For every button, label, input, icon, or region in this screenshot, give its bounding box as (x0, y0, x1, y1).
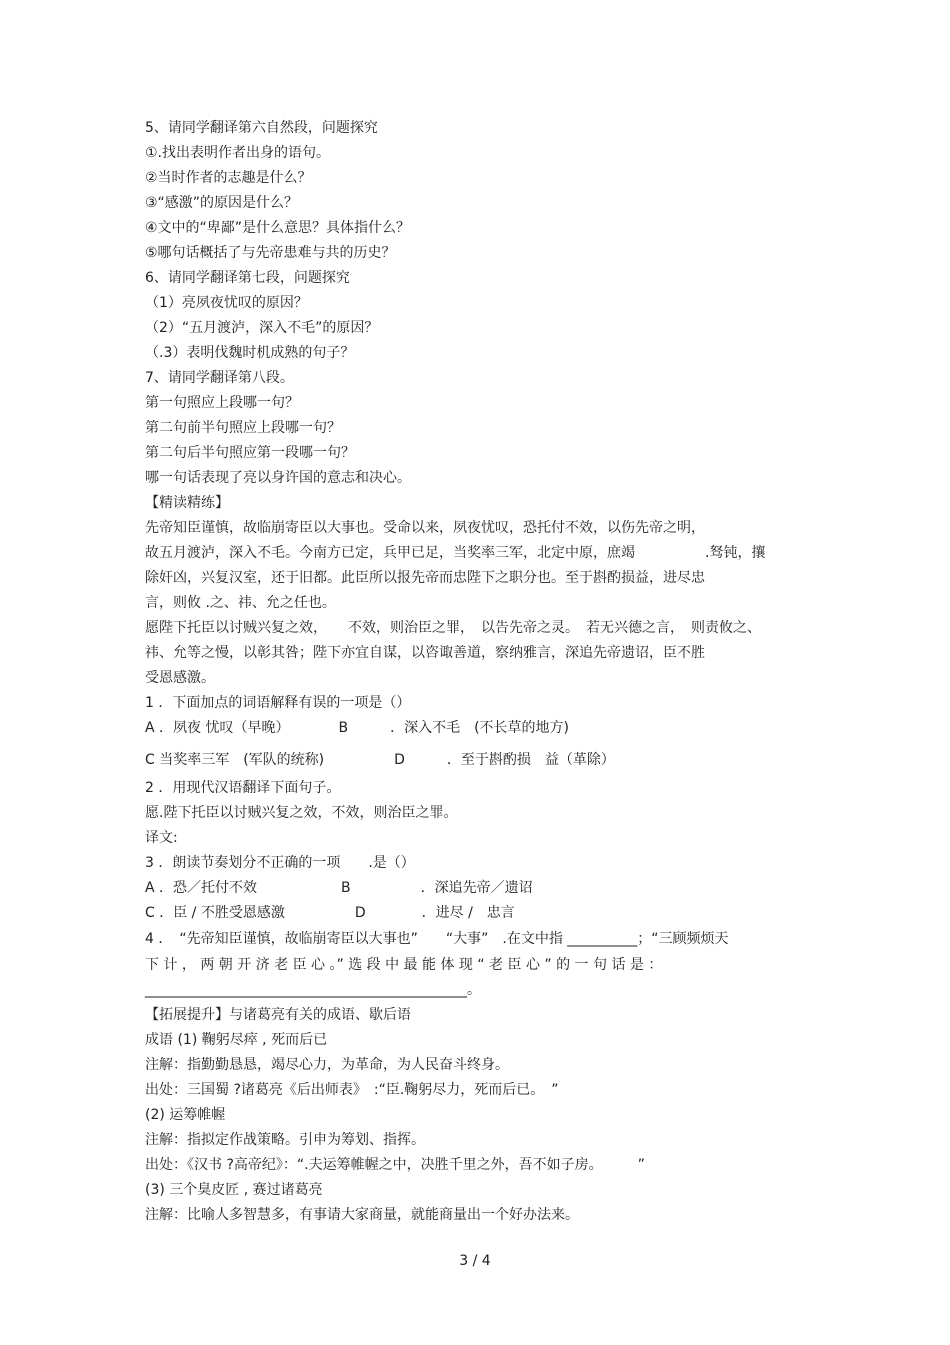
option-line: A ．夙夜 忧叹（早晚） B ．深入不毛 (不长草的地方) (145, 720, 570, 736)
passage-line: 先帝知臣谨慎，故临崩寄臣以大事也。受命以来，夙夜忧叹，恐托付不效，以伤先帝之明， (145, 520, 705, 536)
text-line: ②当时作者的志趣是什么？ (145, 170, 312, 186)
text-line: 第二句前半句照应上段哪一句？ (145, 420, 341, 436)
question-line: 2 ．用现代汉语翻译下面句子。 (145, 780, 341, 796)
text-line: ④文中的“卑鄙”是什么意思？具体指什么？ (145, 220, 411, 236)
answer-label: 译文: (145, 830, 178, 846)
text-line: 5、请同学翻译第六自然段，问题探究 (145, 120, 378, 136)
passage-line: 愿陛下托臣以讨贼兴复之效， 不效，则治臣之罪， 以告先帝之灵。 若无兴德之言， 则责攸之、 (145, 620, 761, 636)
question-line: 3 ．朗读节奏划分不正确的一项 .是（） (145, 855, 415, 871)
answer-blank: ______________________________________________。 (145, 982, 481, 998)
text-line: 6、请同学翻译第七段，问题探究 (145, 270, 350, 286)
text-line: 出处：《汉书 ?高帝纪》：“.夫运筹帷幄之中，决胜千里之外，吾不如子房。 ” (145, 1157, 645, 1173)
option-line: A ．恐／托付不效 B ．深追先帝／遗诏 (145, 880, 533, 896)
passage-line: 除奸凶，兴复汉室，还于旧都。此臣所以报先帝而忠陛下之职分也。至于斟酌损益，进尽忠 (145, 570, 705, 586)
text-line: 注解：指勤勤恳恳，竭尽心力，为革命，为人民奋斗终身。 (145, 1057, 509, 1073)
passage-line: 言，则攸 .之、祎、允之任也。 (145, 595, 336, 611)
text-line: ③“感激”的原因是什么？ (145, 195, 299, 211)
page-number: 3 / 4 (459, 1253, 491, 1269)
text-line: （.3）表明伐魏时机成熟的句子？ (145, 345, 355, 361)
text-line: 注解：比喻人多智慧多，有事请大家商量，就能商量出一个好办法来。 (145, 1207, 579, 1223)
text-line: 第一句照应上段哪一句？ (145, 395, 299, 411)
option-line: C ．臣 / 不胜受恩感激 D ．进尽 / 忠言 (145, 905, 515, 921)
text-line: 注解：指拟定作战策略。引申为筹划、指挥。 (145, 1132, 425, 1148)
text-line: (3) 三个臭皮匠 , 赛过诸葛亮 (145, 1182, 323, 1198)
passage-line: 受恩感激。 (145, 670, 215, 686)
text-line: （2）“五月渡泸，深入不毛”的原因？ (145, 320, 379, 336)
question-line: 1 ．下面加点的词语解释有误的一项是（） (145, 695, 411, 711)
text-line: 哪一句话表现了亮以身许国的意志和决心。 (145, 470, 411, 486)
passage-line: 故五月渡泸，深入不毛。今南方已定，兵甲已足，当奖率三军，北定中原，庶竭 .驽钝，攘 (145, 545, 766, 561)
text-line: ①.找出表明作者出身的语句。 (145, 145, 331, 161)
text-line: ⑤哪句话概括了与先帝患难与共的历史？ (145, 245, 396, 261)
question-line: 4 ． “先帝知臣谨慎，故临崩寄臣以大事也” “大事” .在文中指 __________；“三顾频烦天 (145, 931, 729, 947)
section-heading: 【拓展提升】与诸葛亮有关的成语、歇后语 (145, 1007, 411, 1023)
section-heading: 【精读精练】 (145, 495, 229, 511)
text-line: 7、请同学翻译第八段。 (145, 370, 294, 386)
passage-line: 祎、允等之慢，以彰其咎；陛下亦宜自谋，以咨诹善道，察纳雅言，深追先帝遗诏，臣不胜 (145, 645, 705, 661)
text-line: 第二句后半句照应第一段哪一句？ (145, 445, 355, 461)
option-line: C 当奖率三军 (军队的统称) D ．至于斟酌损 益（革除） (145, 752, 615, 768)
text-line: （1）亮夙夜忧叹的原因？ (145, 295, 308, 311)
text-line: 成语 (1) 鞠躬尽瘁 , 死而后已 (145, 1032, 328, 1048)
text-line: 愿.陛下托臣以讨贼兴复之效，不效，则治臣之罪。 (145, 805, 458, 821)
question-line: 下 计 ， 两 朝 开 济 老 臣 心 。” 选 段 中 最 能 体 现 “ 老 臣 心 ” 的 一 句 话 是 ： (145, 957, 663, 973)
text-line: (2) 运筹帷幄 (145, 1107, 226, 1123)
text-line: 出处：三国蜀 ?诸葛亮《后出师表》 :“臣.鞠躬尽力，死而后已。 ” (145, 1082, 559, 1098)
